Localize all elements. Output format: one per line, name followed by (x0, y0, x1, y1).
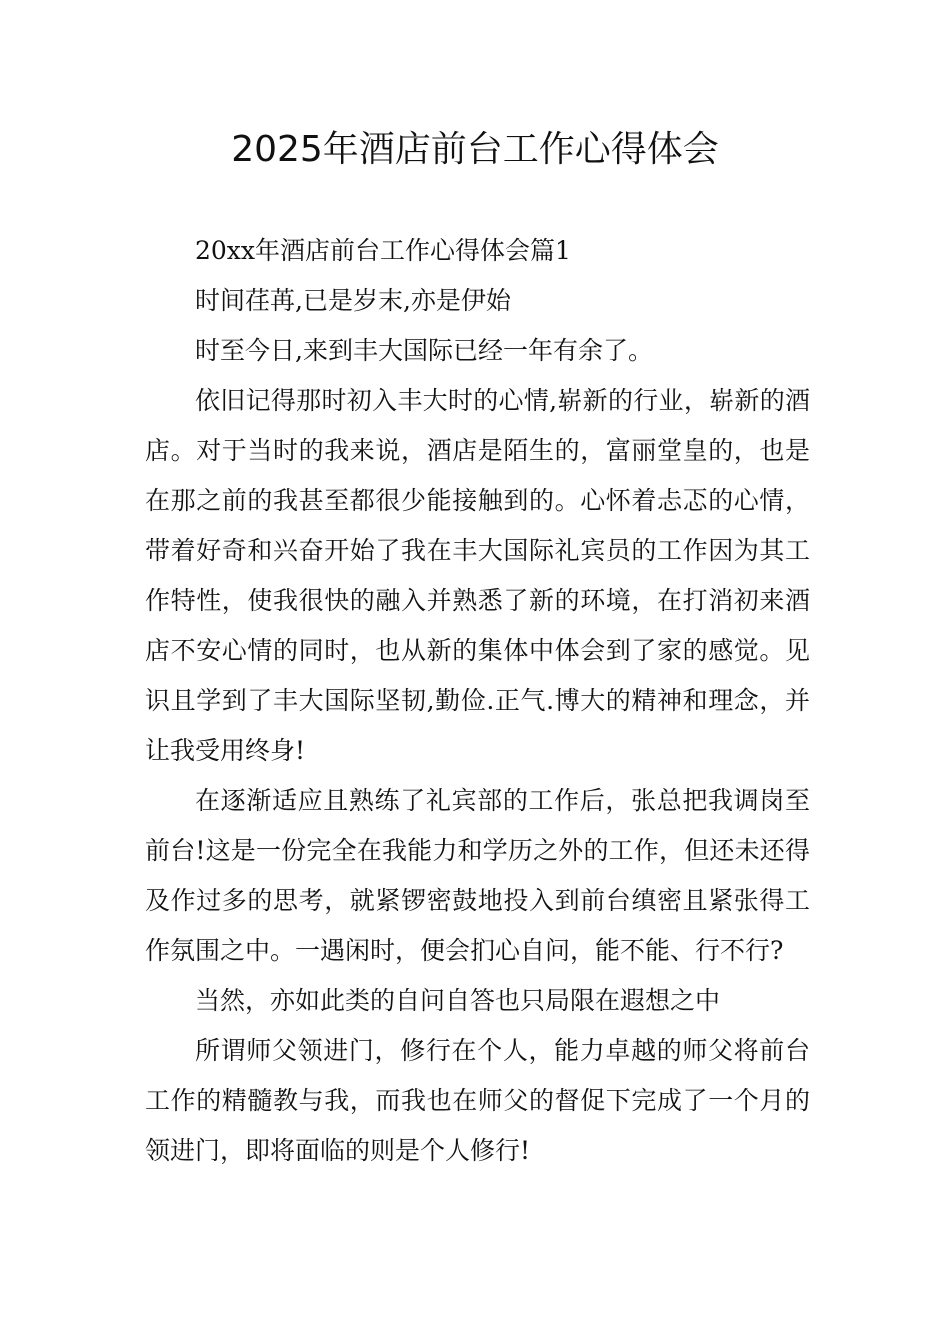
paragraph-heading: 20xx年酒店前台工作心得体会篇1 (195, 236, 571, 265)
document-title: 2025年酒店前台工作心得体会 (231, 129, 719, 170)
paragraph: 在逐渐适应且熟练了礼宾部的工作后，张总把我调岗至前台!这是一份完全在我能力和学历之外的工作，但还未还得及作过多的思考，就紧锣密鼓地投入到前台缜密且紧张得工作氛围之中。一遇闲时，便会扪心自问，能不能、行不行? (145, 786, 810, 965)
paragraph: 依旧记得那时初入丰大时的心情,崭新的行业，崭新的酒店。对于当时的我来说，酒店是陌生的，富丽堂皇的，也是在那之前的我甚至都很少能接触到的。心怀着忐忑的心情，带着好奇和兴奋开始了我在丰大国际礼宾员的工作因为其工作特性，使我很快的融入并熟悉了新的环境，在打消初来酒店不安心情的同时，也从新的集体中体会到了家的感觉。见识且学到了丰大国际坚韧,勤俭.正气.博大的精神和理念，并让我受用终身! (145, 386, 810, 765)
paragraph: 当然，亦如此类的自问自答也只局限在遐想之中 (195, 986, 721, 1015)
paragraph: 时至今日,来到丰大国际已经一年有余了。 (195, 336, 653, 365)
paragraph: 所谓师父领进门，修行在个人，能力卓越的师父将前台工作的精髓教与我，而我也在师父的督促下完成了一个月的领进门，即将面临的则是个人修行! (145, 1036, 810, 1165)
document-body (145, 226, 810, 1176)
paragraph: 时间荏苒,已是岁末,亦是伊始 (195, 286, 511, 315)
